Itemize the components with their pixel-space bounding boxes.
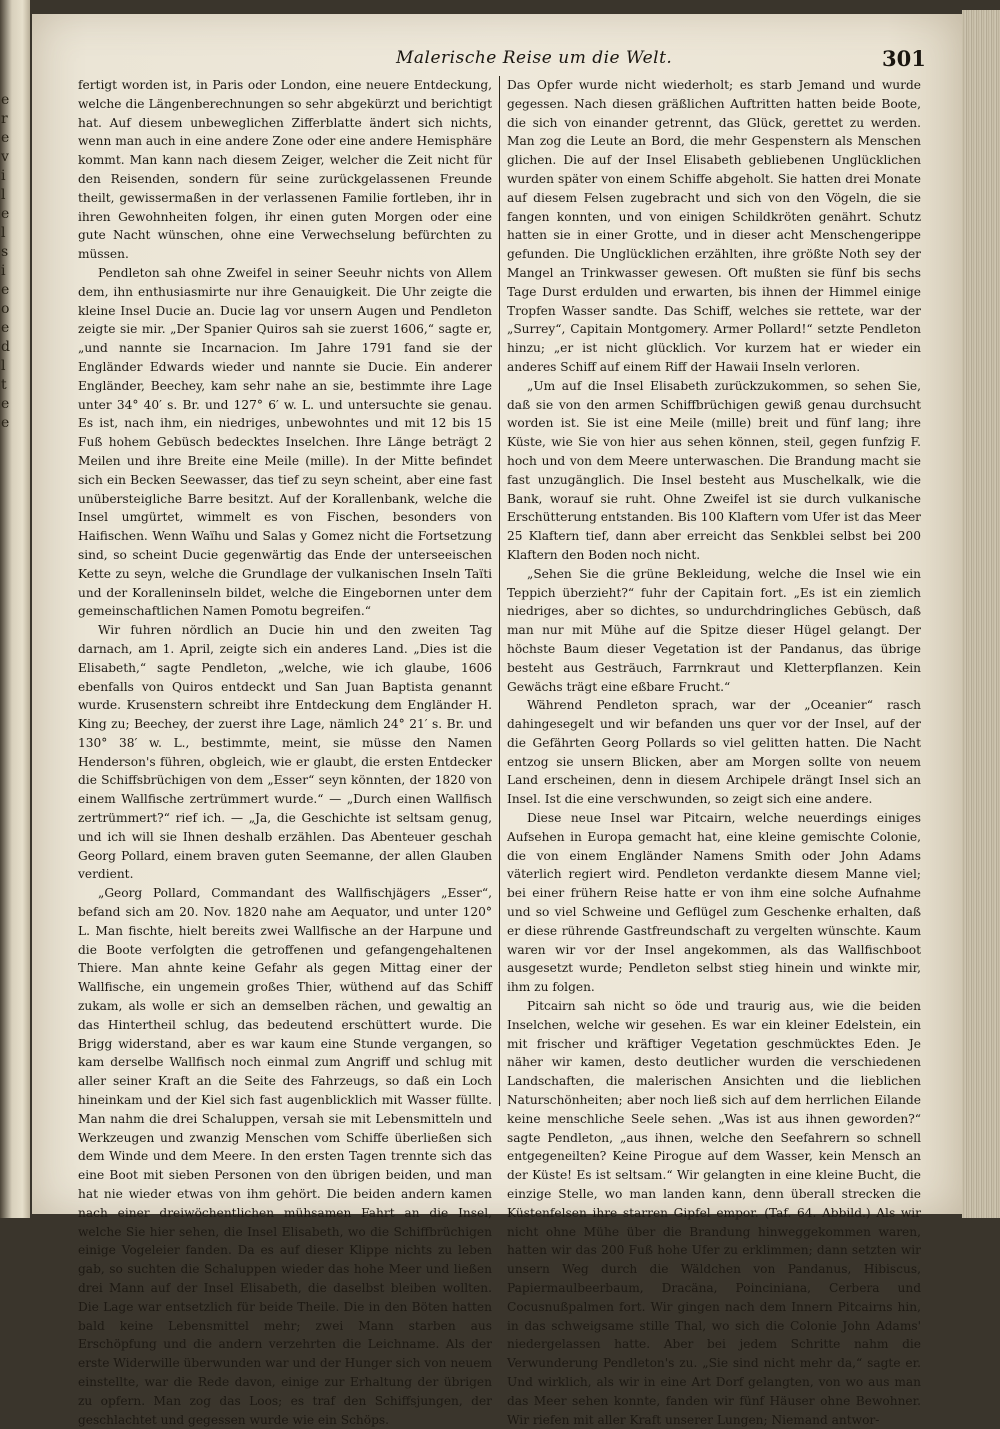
- margin-fragment: s: [1, 244, 9, 260]
- paragraph: Das Opfer wurde nicht wiederholt; es starb Jemand und wurde gegessen. Nach diesen gräßlichen Auftritten hatten beide Boote, die sich von einander getrennt, das Glück, gerettet zu werden. Man zog die Leute an Bord, die mehr Gespenstern als Menschen glichen. Die auf der Insel Elisabeth gebliebenen Unglücklichen wurden später von einem Schiffe abgeholt. Sie hatten drei Monate auf diesem Felsen zugebracht und sich von den Vögeln, die sie fangen konnten, und von einigen Schildkröten genährt. Schutz hatten sie in einer Grotte, und in dieser acht Menschengerippe gefunden. Die Unglücklichen erzählten, ihre größte Noth sey der Mangel an Trinkwasser gewesen. Oft mußten sie fünf bis sechs Tage Durst erdulden und erwarten, bis ihnen der Himmel einige Tropfen Wasser sandte. Das Schiff, welches sie rettete, war der „Surrey“, Capitain Montgomery. Armer Pollard!“ setzte Pendleton hinzu; „er ist nicht glücklich. Vor kurzem hat er wieder ein anderes Schiff auf einem Riff der Hawaii Inseln verloren.: [507, 78, 921, 374]
- page-stack-edge: [962, 10, 1000, 1218]
- margin-fragment: e: [1, 282, 10, 298]
- margin-fragment: l: [1, 225, 6, 241]
- paragraph: Pendleton sah ohne Zweifel in seiner Seeuhr nichts von Allem dem, ihn enthusiasmirte nur ihre Genauigkeit. Die Uhr zeigte die kleine Insel Ducie an. Ducie lag vor unsern Augen und Pendleton zeigte sie mir. „Der Spanier Quiros sah sie zuerst 1606,“ sagte er, „und nannte sie Incarnacion. Im Jahre 1791 fand sie der Engländer Edwards wieder und nannte sie Ducie. Ein anderer Engländer, Beechey, kam sehr nahe an sie, bestimmte ihre Lage unter 34° 40′ s. Br. und 127° 6′ w. L. und untersuchte sie genau. Es ist, nach ihm, ein niedriges, unbewohntes und mit 12 bis 15 Fuß hohem Gebüsch bedecktes Inselchen. Ihre Länge beträgt 2 Meilen und ihre Breite eine Meile (mille). In der Mitte befindet sich ein Becken Seewasser, das tief zu seyn scheint, aber eine fast unübersteigliche Barre besitzt. Auf der Korallenbank, welche die Insel umgürtet, wimmelt es von Fischen, besonders von Haifischen. Wenn Waïhu und Salas y Gomez nicht die Fortsetzung sind, so scheint Ducie gegenwärtig das Ende der unterseeischen Kette zu seyn, welche die Grundlage der vulkanischen Inseln Taïti und der Koralleninseln bildet, welche die Eingebornen unter dem gemeinschaftlichen Namen Pomotu begreifen.“: [78, 265, 492, 619]
- left-text-column: [78, 76, 492, 1427]
- paragraph: „Sehen Sie die grüne Bekleidung, welche die Insel wie ein Teppich überzieht?“ fuhr der Capitain fort. „Es ist ein ziemlich niedriges, aber so dichtes, so undurchdringliches Gebüsch, daß man nur mit Mühe auf die Spitze dieser Hügel gelangt. Der höchste Baum dieser Vegetation ist der Pandanus, das übrige besteht aus Gesträuch, Farrnkraut und Kletterpflanzen. Kein Gewächs trägt eine eßbare Frucht.“: [507, 566, 921, 694]
- paragraph: „Georg Pollard, Commandant des Wallfischjägers „Esser“, befand sich am 20. Nov. 1820 nahe am Aequator, und unter 120° L. Man fischte, hielt bereits zwei Wallfische an der Harpune und die Boote verfolgten die getroffenen und gefangengehaltenen Thiere. Man ahnte keine Gefahr als gegen Mittag einer der Wallfische, ein ungemein großes Thier, wüthend auf das Schiff zukam, als wolle er sich an demselben rächen, und gewaltig an das Hintertheil schlug, das bedeutend erschüttert wurde. Die Brigg widerstand, aber es war kaum eine Stunde vergangen, so kam derselbe Wallfisch noch einmal zum Angriff und schlug mit aller seiner Kraft an die Seite des Fahrzeugs, so daß ein Loch hineinkam und der Kiel sich fast augenblicklich mit Wasser füllte. Man nahm die drei Schaluppen, versah sie mit Lebensmitteln und Werkzeugen und zwanzig Menschen vom Schiffe überließen sich dem Winde und dem Meere. In den ersten Tagen trennte sich das eine Boot mit sieben Personen von den übrigen beiden, und man hat nie wieder etwas von ihm gehört. Die beiden andern kamen nach einer dreiwöchentlichen mühsamen Fahrt an die Insel, welche Sie hier sehen, die Insel Elisabeth, wo die Schiffbrüchigen einige Vogeleier fanden. Da es auf dieser Klippe nichts zu leben gab, so suchten die Schaluppen wieder das hohe Meer und ließen drei Mann auf der Insel Elisabeth, die daselbst bleiben wollten. Die Lage war entsetzlich für beide Theile. Die in den Böten hatten bald keine Lebensmittel mehr; zwei Mann starben aus Erschöpfung und die andern verzehrten die Leichname. Als der erste Widerwille überwunden war und der Hunger sich von neuem einstellte, war die Rede davon, einige zur Erhaltung der übrigen zu opfern. Man zog das Loos; es traf den Schiffsjungen, der geschlachtet und gegessen wurde wie ein Schöps.: [78, 886, 492, 1427]
- margin-fragment: e: [1, 130, 10, 146]
- margin-fragment: t: [1, 377, 7, 393]
- paragraph: fertigt worden ist, in Paris oder London, eine neuere Entdeckung, welche die Längenberechnungen so sehr abgekürzt und berichtigt hat. Auf diesem unbeweglichen Zifferblatte ändert sich nichts, wenn man auch in eine andere Zone oder eine andere Hemisphäre kommt. Man kann nach diesem Zeiger, welcher die Zeit nicht für den Reisenden, sondern für seine zurückgelassenen Freunde theilt, gewissermaßen in der verlassenen Familie fortleben, ihr in ihren Gewohnheiten folgen, ihr einen guten Morgen oder eine gute Nacht wünschen, ohne eine Verwechselung befürchten zu müssen.: [78, 78, 492, 262]
- paragraph: Wir fuhren nördlich an Ducie hin und den zweiten Tag darnach, am 1. April, zeigte sich ein anderes Land. „Dies ist die Elisabeth,“ sagte Pendleton, „welche, wie ich glaube, 1606 ebenfalls von Quiros entdeckt und San Juan Baptista genannt wurde. Krusenstern schreibt ihre Entdeckung dem Engländer H. King zu; Beechey, der zuerst ihre Lage, nämlich 24° 21′ s. Br. und 130° 38′ w. L., bestimmte, meint, sie müsse den Namen Henderson's führen, obgleich, wie er glaubt, die ersten Entdecker die Schiffsbrüchigen von dem „Esser“ seyn könnten, der 1820 von einem Wallfische zertrümmert wurde.“ — „Durch einen Wallfisch zertrümmert?“ rief ich. — „Ja, die Geschichte ist seltsam genug, und ich will sie Ihnen deshalb erzählen. Das Abenteuer geschah Georg Pollard, einem braven guten Seemanne, der allen Glauben verdient.: [78, 623, 492, 882]
- margin-fragment: e: [1, 206, 10, 222]
- margin-fragment: e: [1, 320, 10, 336]
- margin-fragment: i: [1, 168, 6, 184]
- margin-fragment: e: [1, 396, 10, 412]
- paragraph: Während Pendleton sprach, war der „Oceanier“ rasch dahingesegelt und wir befanden uns quer vor der Insel, auf der die Gefährten Georg Pollards so viel gelitten hatten. Die Nacht entzog sie unsern Blicken, aber am Morgen sollte von neuem Land erscheinen, denn in diesem Archipele drängt Insel sich an Insel. Ist die eine verschwunden, so zeigt sich eine andere.: [507, 698, 921, 807]
- margin-fragment: e: [1, 92, 10, 108]
- running-title: Malerische Reise um die Welt.: [396, 48, 673, 68]
- paragraph: Diese neue Insel war Pitcairn, welche neuerdings einiges Aufsehen in Europa gemacht hat, eine kleine gemischte Colonie, die von einem Engländer Namens Smith oder John Adams väterlich regiert wird. Pendleton verdankte diesem Manne viel; bei einer frühern Reise hatte er von ihm eine solche Aufnahme und so viel Schweine und Geflügel zum Geschenke erhalten, daß er diese rührende Gastfreundschaft zu vergelten wünschte. Kaum waren wir vor der Insel angekommen, als das Wallfischboot ausgesetzt wurde; Pendleton selbst stieg hinein und winkte mir, ihm zu folgen.: [507, 811, 921, 995]
- margin-fragment: r: [1, 111, 8, 127]
- paragraph: Pitcairn sah nicht so öde und traurig aus, wie die beiden Inselchen, welche wir gesehen. Es war ein kleiner Edelstein, ein mit frischer und kräftiger Vegetation geschmücktes Eden. Je näher wir kamen, desto deutlicher wurden die verschiedenen Landschaften, die malerischen Ansichten und die lieblichen Naturschönheiten; aber noch ließ sich auf dem herrlichen Eilande keine menschliche Seele sehen. „Was ist aus ihnen geworden?“ sagte Pendleton, „aus ihnen, welche den Seefahrern so schnell entgegeneilten? Keine Pirogue auf dem Wasser, kein Mensch an der Küste! Es ist seltsam.“ Wir gelangten in eine kleine Bucht, die einzige Stelle, wo man landen kann, denn überall strecken die Küstenfelsen ihre starren Gipfel empor. (Taf. 64. Abbild.) Als wir nicht ohne Mühe über die Brandung hinweggekommen waren, hatten wir das 200 Fuß hohe Ufer zu erklimmen; dann setzten wir unsern Weg durch die Wäldchen von Pandanus, Hibiscus, Papiermaulbeerbaum, Dracäna, Poinciniana, Cerbera und Cocusnußpalmen fort. Wir gingen nach dem Innern Pitcairns hin, in das schweigsame stille Thal, wo sich die Colonie John Adams' niedergelassen hatte. Aber bei jedem Schritte nahm die Verwunderung Pendleton's zu. „Sie sind nicht mehr da,“ sagte er. Und wirklich, als wir in eine Art Dorf gelangten, von wo aus man das Meer sehen konnte, fanden wir fünf Häuser ohne Bewohner. Wir riefen mit aller Kraft unserer Lungen; Niemand antwor-: [507, 999, 921, 1427]
- margin-fragment: d: [1, 339, 10, 355]
- right-text-column: [507, 76, 921, 1427]
- paragraph: „Um auf die Insel Elisabeth zurückzukommen, so sehen Sie, daß sie von den armen Schiffbrüchigen gewiß genau durchsucht worden ist. Sie ist eine Meile (mille) breit und fünf lang; ihre Küste, wie Sie von hier aus sehen können, steil, gegen funfzig F. hoch und von dem Meere unterwaschen. Die Brandung macht sie fast unzugänglich. Die Insel besteht aus Muschelkalk, wie die Bank, worauf sie ruht. Ohne Zweifel ist sie durch vulkanische Erschütterung entstanden. Bis 100 Klaftern vom Ufer ist das Meer 25 Klaftern tief, dann aber erreicht das Senkblei selbst bei 200 Klaftern den Boden noch nicht.: [507, 378, 921, 562]
- margin-fragment: l: [1, 187, 6, 203]
- margin-fragment: o: [1, 301, 10, 317]
- previous-page-edge: [0, 0, 30, 1218]
- margin-fragment: l: [1, 358, 6, 374]
- margin-fragment: i: [1, 263, 6, 279]
- margin-fragment: v: [1, 149, 9, 165]
- page-number: 301: [882, 46, 926, 71]
- column-rule: [499, 76, 500, 1106]
- margin-fragment: e: [1, 415, 10, 431]
